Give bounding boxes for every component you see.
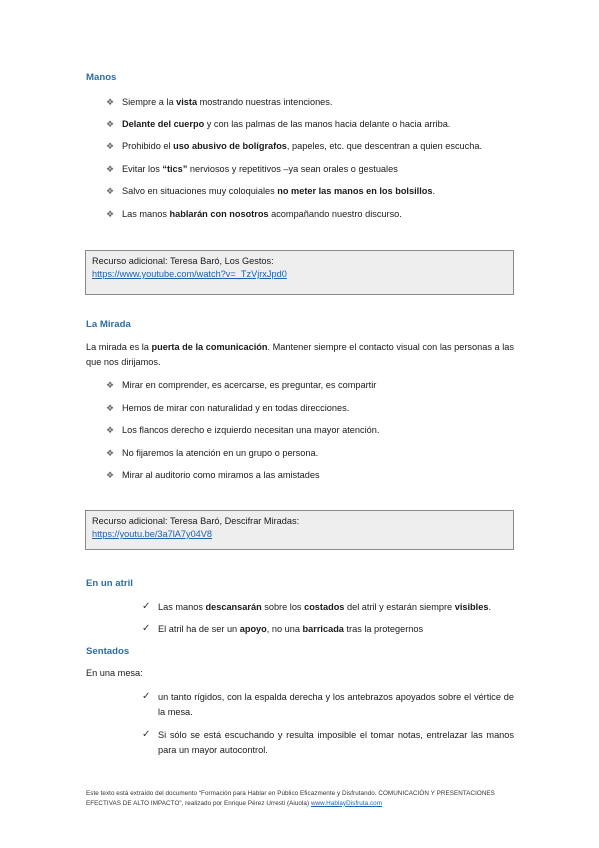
list-item: ✓ Si sólo se está escuchando y resulta imposible el tomar notas, entrelazar las manos para un mayor autocontrol. bbox=[142, 729, 514, 755]
additional-resource-box bbox=[85, 250, 514, 295]
resource-link[interactable]: https://youtu.be/3a7lA7y04V8 bbox=[92, 529, 213, 539]
footer-note: Este texto está extraído del documento “Formación para Hablar en Público Eficazmente y Disfrutando. COMUNICACIÓN Y PRESENTACIONES EFECTIVAS DE ALTO IMPACTO”, realizado por Enrique Pérez Urresti (Aiuola) www.HablayDisfruta.com bbox=[86, 790, 495, 807]
list-item: ❖ Salvo en situaciones muy coloquiales no meter las manos en los bolsillos. bbox=[106, 186, 436, 196]
list-item: ❖ Siempre a la vista mostrando nuestras intenciones. bbox=[106, 97, 333, 107]
resource-label: Recurso adicional: Teresa Baró, Descifrar Miradas: bbox=[92, 516, 300, 526]
list-item: ✓ un tanto rígidos, con la espalda derecha y los antebrazos apoyados sobre el vértice de la mesa. bbox=[142, 691, 514, 717]
additional-resource-box bbox=[85, 510, 514, 550]
list-item: ❖ Prohibido el uso abusivo de bolígrafos, papeles, etc. que descentran a quien escucha. bbox=[106, 141, 483, 151]
resource-label: Recurso adicional: Teresa Baró, Los Gestos: bbox=[92, 256, 274, 266]
sentados-intro: En una mesa: bbox=[86, 668, 143, 678]
checkmark-icon: ✓ bbox=[142, 691, 151, 702]
diamond-bullet-icon: ❖ bbox=[106, 403, 115, 413]
diamond-bullet-icon: ❖ bbox=[106, 186, 115, 196]
list-item: ✓ El atril ha de ser un apoyo, no una barricada tras la protegernos bbox=[142, 623, 424, 634]
list-item: ❖ Mirar en comprender, es acercarse, es preguntar, es compartir bbox=[106, 380, 377, 390]
section-title-mirada: La Mirada bbox=[86, 319, 131, 330]
list-item: ❖ Hemos de mirar con naturalidad y en todas direcciones. bbox=[106, 403, 350, 413]
list-item: ❖ Los flancos derecho e izquierdo necesitan una mayor atención. bbox=[106, 425, 380, 435]
diamond-bullet-icon: ❖ bbox=[106, 380, 115, 390]
list-item: ❖ Las manos hablarán con nosotros acompañando nuestro discurso. bbox=[106, 209, 402, 219]
section-title-atril: En un atril bbox=[86, 578, 133, 589]
list-item: ✓ Las manos descansarán sobre los costados del atril y estarán siempre visibles. bbox=[142, 601, 491, 612]
mirada-intro-paragraph: La mirada es la puerta de la comunicación. Mantener siempre el contacto visual con las personas a las que nos dirijamos. bbox=[86, 342, 514, 367]
diamond-bullet-icon: ❖ bbox=[106, 141, 115, 151]
checkmark-icon: ✓ bbox=[142, 729, 151, 740]
list-item: ❖ Evitar los “tics” nerviosos y repetitivos –ya sean orales o gestuales bbox=[106, 164, 398, 174]
section-title-sentados: Sentados bbox=[86, 646, 130, 657]
resource-link[interactable]: https://www.youtube.com/watch?v=_TzVjrxJpd0 bbox=[92, 269, 287, 279]
diamond-bullet-icon: ❖ bbox=[106, 164, 115, 174]
checkmark-icon: ✓ bbox=[142, 601, 151, 612]
diamond-bullet-icon: ❖ bbox=[106, 119, 115, 129]
diamond-bullet-icon: ❖ bbox=[106, 470, 115, 480]
diamond-bullet-icon: ❖ bbox=[106, 448, 115, 458]
diamond-bullet-icon: ❖ bbox=[106, 97, 115, 107]
diamond-bullet-icon: ❖ bbox=[106, 209, 115, 219]
list-item: ❖ Mirar al auditorio como miramos a las amistades bbox=[106, 470, 320, 480]
list-item: ❖ No fijaremos la atención en un grupo o persona. bbox=[106, 448, 319, 458]
footer-link[interactable]: www.HablayDisfruta.com bbox=[310, 799, 383, 807]
section-title-manos: Manos bbox=[86, 72, 117, 83]
list-item: ❖ Delante del cuerpo y con las palmas de las manos hacia delante o hacia arriba. bbox=[106, 119, 451, 129]
diamond-bullet-icon: ❖ bbox=[106, 425, 115, 435]
checkmark-icon: ✓ bbox=[142, 623, 151, 634]
